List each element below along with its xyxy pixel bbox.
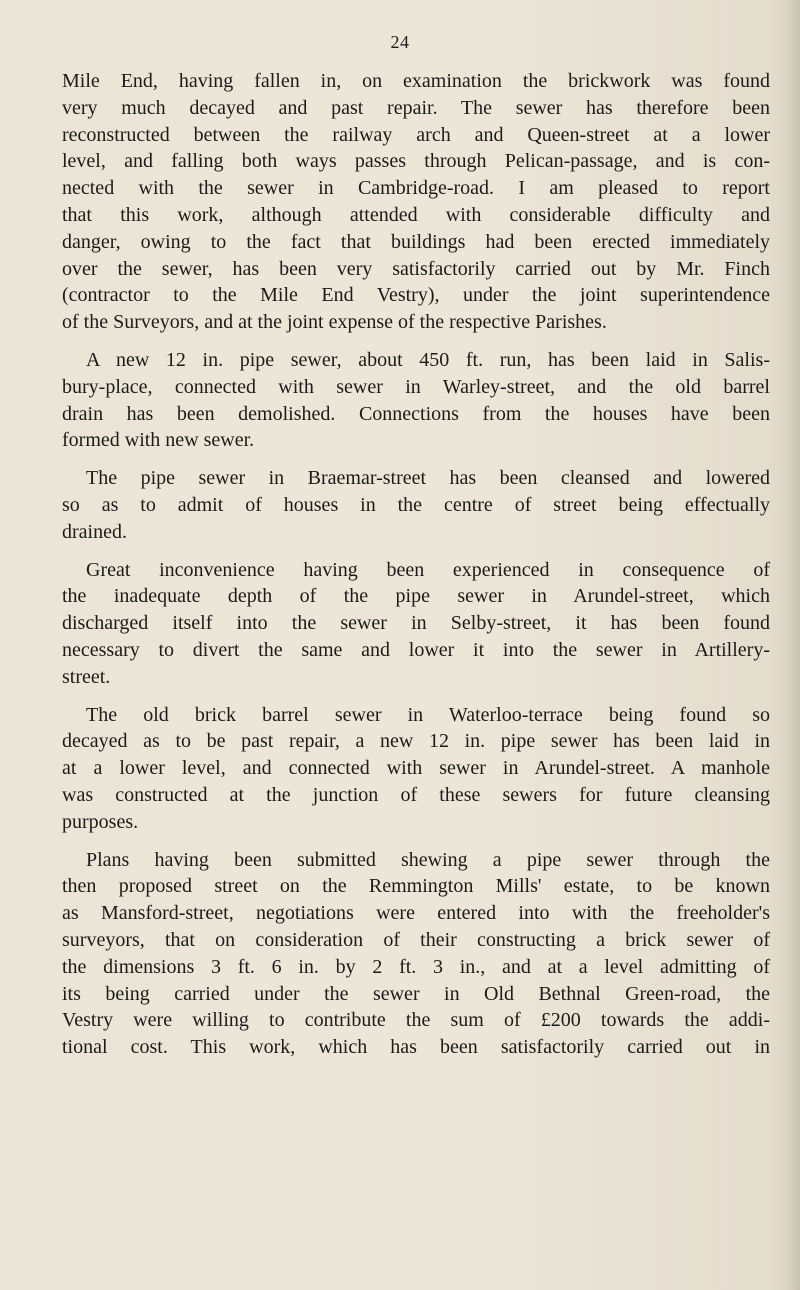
text-line: surveyors, that on consideration of their constructing a brick sewer of [62,928,770,951]
text-line: the dimensions 3 ft. 6 in. by 2 ft. 3 in., and at a level admitting of [62,955,770,978]
text-line: nected with the sewer in Cambridge-road. I am pleased to report [62,177,770,200]
paragraph-gap [62,836,770,847]
text-line: drained. [62,520,127,543]
text-line: (contractor to the Mile End Vestry), under the joint superintendence [62,284,770,307]
text-line: over the sewer, has been very satisfactorily carried out by Mr. Finch [62,257,770,280]
paragraph [62,702,770,836]
text-line: then proposed street on the Remmington Mills' estate, to be known [62,875,770,898]
text-line: Great inconvenience having been experienced in consequence of [86,558,770,581]
text-line: discharged itself into the sewer in Selby-street, it has been found [62,612,770,635]
text-line: street. [62,665,111,688]
text-line: necessary to divert the same and lower it into the sewer in Artillery- [62,638,770,661]
text-line: purposes. [62,810,139,833]
text-line: Vestry were willing to contribute the sum of £200 towards the addi- [62,1009,770,1032]
text-line: The pipe sewer in Braemar-street has been cleansed and lowered [86,467,770,490]
text-line: tional cost. This work, which has been satisfactorily carried out in [62,1036,770,1059]
paragraph [62,465,770,545]
text-line: danger, owing to the fact that buildings had been erected immediately [62,230,770,253]
text-line: was constructed at the junction of these sewers for future cleansing [62,783,770,806]
text-line: the inadequate depth of the pipe sewer in Arundel-street, which [62,585,770,608]
paragraph-gap [62,336,770,347]
text-line: level, and falling both ways passes through Pelican-passage, and is con- [62,150,770,173]
text-line: reconstructed between the railway arch and Queen-street at a lower [62,123,770,146]
text-line: Plans having been submitted shewing a pipe sewer through the [86,848,770,871]
text-line: A new 12 in. pipe sewer, about 450 ft. run, has been laid in Salis- [86,348,770,371]
paragraph [62,347,770,454]
text-line: at a lower level, and connected with sewer in Arundel-street. A manhole [62,757,770,780]
paragraph [62,847,770,1061]
paragraph [62,68,770,336]
page-number: 24 [390,32,410,52]
body-text [62,68,770,1061]
page-edge-shadow [786,0,800,1290]
text-line: very much decayed and past repair. The sewer has therefore been [62,96,770,119]
text-line: decayed as to be past repair, a new 12 in. pipe sewer has been laid in [62,730,770,753]
text-line: that this work, although attended with considerable difficulty and [62,203,770,226]
text-line: Mile End, having fallen in, on examination the brickwork was found [62,70,770,92]
paragraph-gap [62,454,770,465]
text-line: formed with new sewer. [62,429,255,452]
text-line: of the Surveyors, and at the joint expense of the respective Parishes. [62,311,607,334]
paragraph [62,557,770,691]
paragraph-gap [62,691,770,702]
text-line: bury-place, connected with sewer in Warley-street, and the old barrel [62,375,770,398]
text-line: its being carried under the sewer in Old Bethnal Green-road, the [62,982,770,1005]
text-line: as Mansford-street, negotiations were entered into with the freeholder's [62,902,770,925]
text-line: so as to admit of houses in the centre of street being effectually [62,493,770,516]
paragraph-gap [62,546,770,557]
text-line: drain has been demolished. Connections from the houses have been [62,402,770,425]
text-line: The old brick barrel sewer in Waterloo-terrace being found so [86,703,770,726]
